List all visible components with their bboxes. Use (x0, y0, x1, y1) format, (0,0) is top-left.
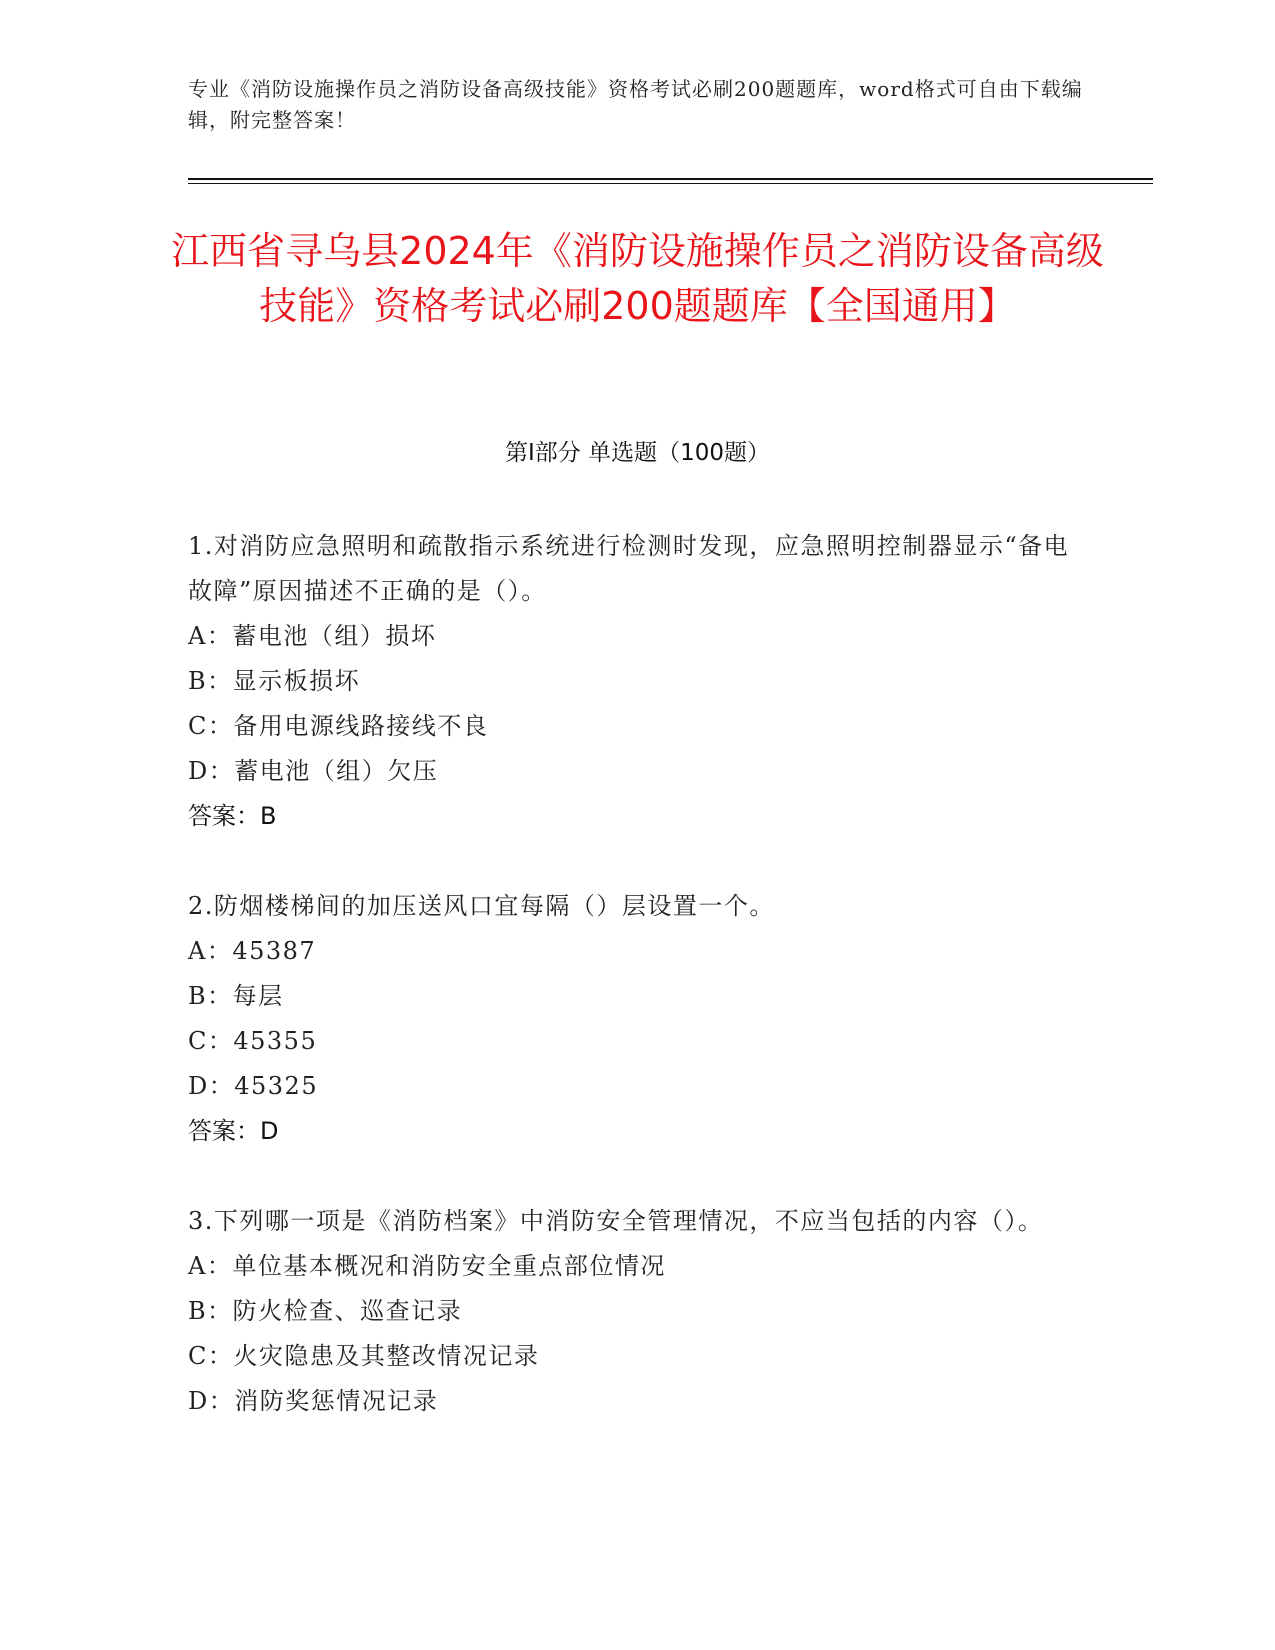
option-b: B：每层 (188, 982, 284, 1010)
option-a: A：单位基本概况和消防安全重点部位情况 (188, 1252, 666, 1280)
option-a: A：蓄电池（组）损坏 (188, 622, 437, 650)
option-c: C：备用电源线路接线不良 (188, 712, 489, 740)
section-title: 第Ⅰ部分 单选题（100题） (505, 440, 770, 466)
option-b: B：显示板损坏 (188, 667, 361, 695)
question-stem: 3.下列哪一项是《消防档案》中消防安全管理情况，不应当包括的内容（）。 (188, 1207, 1044, 1235)
question-stem: 2.防烟楼梯间的加压送风口宜每隔（）层设置一个。 (188, 892, 775, 920)
option-b: B：防火检查、巡查记录 (188, 1297, 463, 1325)
document-title: 江西省寻乌县2024年《消防设施操作员之消防设备高级技能》资格考试必刷200题题库【全国通用】 (171, 229, 1104, 328)
answer: 答案：B (188, 802, 277, 830)
answer: 答案：D (188, 1117, 279, 1145)
header-divider-thin (188, 183, 1153, 184)
option-c: C：45355 (188, 1027, 318, 1055)
option-d: D：45325 (188, 1072, 319, 1100)
option-d: D：消防奖惩情况记录 (188, 1387, 439, 1415)
option-a: A：45387 (188, 937, 317, 965)
header-note: 专业《消防设施操作员之消防设备高级技能》资格考试必刷200题题库，word格式可自由下载编辑，附完整答案！ (188, 77, 1083, 132)
question-3 (188, 1199, 1088, 1424)
question-stem: 1.对消防应急照明和疏散指示系统进行检测时发现，应急照明控制器显示“备电故障”原因描述不正确的是（）。 (188, 532, 1070, 605)
option-c: C：火灾隐患及其整改情况记录 (188, 1342, 540, 1370)
header-divider-thick (188, 178, 1153, 180)
option-d: D：蓄电池（组）欠压 (188, 757, 439, 785)
question-1 (188, 524, 1088, 839)
question-2 (188, 884, 1088, 1154)
